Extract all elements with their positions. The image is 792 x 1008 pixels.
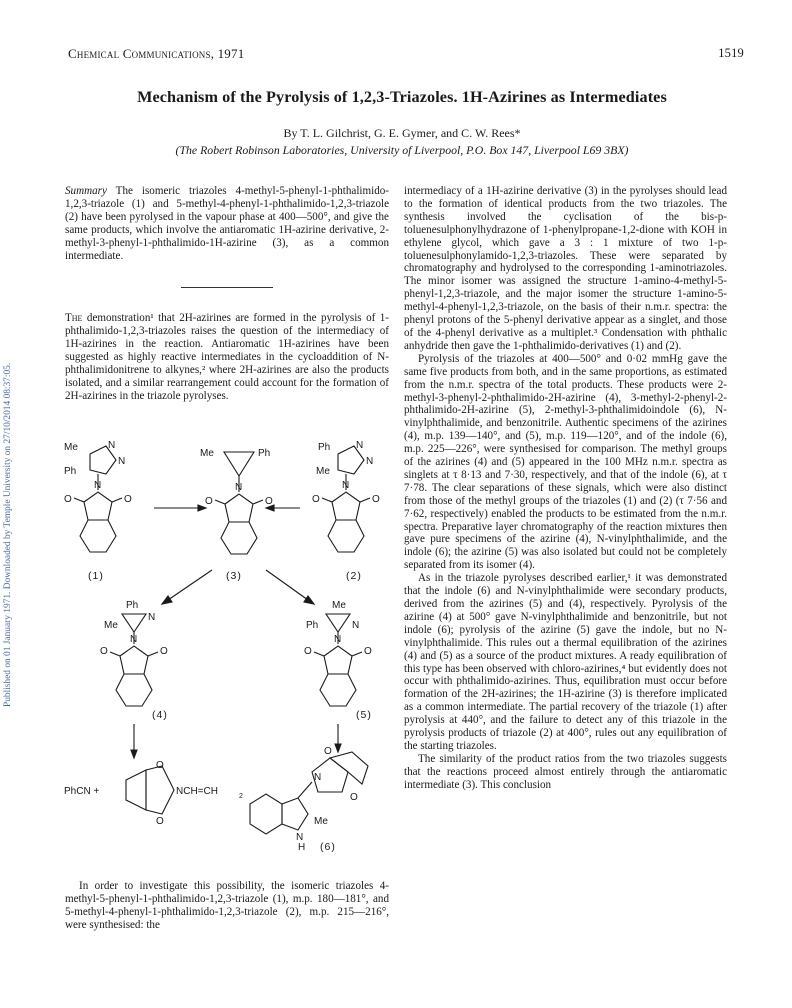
o-label-4a: O	[100, 646, 108, 657]
compound-label-4: (4)	[152, 709, 168, 721]
right-paragraph-3: As in the triazole pyrolyses described earlier,¹ it was demonstrated that the indole (6) and N-vinylphthalimide were secondary products, derived from the azirines (5) and (4), respectively. Pyrolysis of the azirine (4) at 500° gave N-vinylphthalimide and benzonitrile, but not indole (6); pyrolysis of the azirine (5) gave the indole, but no N-vinylphthalimide. This rules out a thermal equilibration of the azirines (4) and (5) as a source of the product mixtures. A ready equilibration of this type has been observed with chloro-azirines,⁴ but evidently does not occur with phthalimido-azirines. Thus, equilibration must occur before formation of the 2H-azirines; the 1H-azirine (3) is therefore implicated as a common intermediate. The partial recovery of the triazole (1) after pyrolysis at 440°, and the failure to detect any of this triazole in the pyrolysis products of triazole (2) at 400°, rules out any equilibration of the starting triazoles.	[404, 572, 727, 752]
n-label-3: N	[235, 482, 243, 493]
n-label-2a: N	[356, 440, 364, 451]
imide-ring-2	[332, 492, 360, 520]
benzene-ring-1	[80, 520, 116, 552]
intro-opening: The	[65, 312, 83, 325]
n-label-1b: N	[118, 456, 126, 467]
summary-lead: Summary	[65, 185, 107, 197]
n-label-4a: N	[148, 612, 156, 623]
me-label-6: Me	[314, 816, 328, 827]
azirine-ring-4	[122, 614, 146, 632]
n-label-4b: N	[130, 634, 138, 645]
n-label-2c: N	[342, 480, 350, 491]
n-label-1c: N	[94, 480, 102, 491]
n-label-1a: N	[108, 440, 116, 451]
vinyl-label: NCH=CH	[176, 786, 218, 797]
page-number: 1519	[718, 46, 744, 60]
compound-label-6: (6)	[320, 841, 336, 852]
benzene-ring-vinyl	[126, 770, 146, 810]
n-label-5a: N	[352, 620, 360, 631]
bottom-left-text: In order to investigate this possibility, the isomeric triazoles 4-methyl-5-phenyl-1-phthalimido-1,2,3-triazole (1), m.p. 180—181°, and 5-methyl-4-phenyl-1-phthalimido-1,2,3-triazole (2), m.p. 215—216°, were synthesised: the	[65, 880, 389, 931]
author-line: By T. L. Gilchrist, G. E. Gymer, and C. W. Rees*	[283, 126, 521, 140]
o-label-6b: O	[350, 792, 358, 803]
left-column	[65, 185, 389, 403]
benzene-ring-2	[328, 520, 364, 552]
o-label-vinyl-a: O	[156, 760, 164, 771]
n-label-5b: N	[334, 634, 342, 645]
azirine-ring-5	[326, 614, 350, 632]
benzene-ring-6	[330, 752, 368, 784]
me-label-5: Me	[332, 600, 346, 611]
reaction-scheme	[62, 432, 392, 852]
summary-paragraph	[65, 185, 389, 262]
phcn-label: PhCN +	[64, 786, 100, 797]
imide-ring-1	[84, 492, 112, 520]
ph-label-1: Ph	[64, 466, 77, 477]
indole-benzene-ring	[250, 794, 282, 834]
compound-label-1: (1)	[88, 570, 104, 582]
ph-label-4: Ph	[126, 600, 139, 611]
arrow-3-to-4	[168, 570, 212, 600]
ph-label-5: Ph	[306, 620, 319, 631]
ph-label-3: Ph	[258, 448, 271, 459]
arrow-3-to-5	[266, 570, 308, 600]
imide-ring-4	[120, 646, 148, 674]
benzene-ring-4	[116, 674, 152, 706]
vinyl-subscript: 2	[239, 793, 243, 800]
azirine-ring-3	[224, 452, 254, 476]
indole-pyrrole-ring	[282, 798, 308, 830]
h-label-6: H	[298, 842, 306, 852]
download-watermark: Published on 01 January 1971. Downloaded by Temple University on 27/10/2014 08:37:05.	[3, 362, 13, 708]
n-label-2b: N	[366, 456, 374, 467]
o-label-3b: O	[265, 496, 273, 507]
o-label-5a: O	[304, 646, 312, 657]
compound-label-2: (2)	[346, 570, 362, 582]
o-label-1b: O	[124, 494, 132, 505]
benzene-ring-5	[320, 674, 356, 706]
me-label-2: Me	[316, 466, 330, 477]
intro-text: demonstration¹ that 2H-azirines are formed in the pyrolysis of 1-phthalimido-1,2,3-triazoles raises the question of the intermediacy of 1H-azirines in the reaction. Antiaromatic 1H-azirines have been suggested as highly reactive intermediates in the cycloaddition of N-phthalimidonitrene to alkynes,² where 2H-azirines are also the products isolated, and a similar rearrangement could account for the formation of 2H-azirines in the triazole pyrolyses.	[65, 312, 389, 402]
o-label-6a: O	[324, 746, 332, 757]
o-label-2b: O	[372, 494, 380, 505]
benzene-ring-3	[221, 522, 257, 554]
affiliation-line: (The Robert Robinson Laboratories, University of Liverpool, P.O. Box 147, Liverpool L69 3BX)	[175, 143, 629, 157]
me-label-4: Me	[104, 620, 118, 631]
article-title: Mechanism of the Pyrolysis of 1,2,3-Triazoles. 1H-Azirines as Intermediates	[137, 88, 667, 106]
reaction-scheme-svg	[62, 432, 392, 852]
right-paragraph-2: Pyrolysis of the triazoles at 400—500° and 0·02 mmHg gave the same five products from both, and in the same proportions, as estimated from the n.m.r. spectra of the total products. These products were 2-methyl-3-phenyl-2-phthalimido-2H-azirine (4), 3-methyl-2-phenyl-2-phthalimido-2H-azirine (5), 2-methyl-3-phthalimidoindole (6), N-vinylphthalimide, and benzonitrile. Authentic specimens of the azirines (4), m.p. 139—140°, and (5), m.p. 119—120°, and of the indole (6), m.p. 225—226°, were synthesised for comparison. The methyl groups of the azirines (4) and (5) appeared in the 100 MHz n.m.r. spectra as singlets at τ 8·13 and 7·30, respectively, and that of the indole (6), at τ 7·78. The clear separations of these signals, which were also distinct from those of the methyl groups of the triazoles (1) and (2) (τ 7·56 and 7·62, respectively) enabled the products to be estimated from the n.m.r. spectra. Preparative layer chromatography of the reaction mixtures then gave pure specimens of the azirine (4), N-vinylphthalimide, and the indole (6); the azirine (5) was also isolated but could not be completely separated from its isomer (4).	[404, 352, 727, 572]
summary-text: The isomeric triazoles 4-methyl-5-phenyl-1-phthalimido-1,2,3-triazole (1) and 5-methyl-4-phenyl-1-phthalimido-1,2,3-triazole (2) have been pyrolysed in the vapour phase at 400—500°, and give the same products, which involve the antiaromatic 1H-azirine derivative, 2-methyl-3-phenyl-1-phthalimido-1H-azirine (3), as a common intermediate.	[65, 185, 389, 262]
journal-name: Chemical Communications, 1971	[68, 46, 245, 61]
imide-ring-5	[324, 646, 352, 674]
ph-label-2: Ph	[318, 442, 331, 453]
right-column	[404, 185, 727, 792]
compound-label-5: (5)	[356, 709, 372, 721]
intro-paragraph	[65, 312, 389, 402]
o-label-5b: O	[364, 646, 372, 657]
o-label-3a: O	[205, 496, 213, 507]
bottom-left-paragraph	[65, 880, 389, 932]
o-label-2a: O	[312, 494, 320, 505]
running-header	[60, 46, 744, 62]
me-label-3: Me	[200, 448, 214, 459]
n-label-6b: N	[314, 772, 322, 783]
section-divider	[181, 287, 273, 288]
o-label-vinyl-b: O	[156, 816, 164, 827]
me-label-1: Me	[64, 442, 78, 453]
o-label-1a: O	[64, 494, 72, 505]
imide-ring-vinyl	[146, 766, 174, 814]
imide-ring-3	[225, 494, 253, 522]
right-paragraph-4: The similarity of the product ratios from the two triazoles suggests that the reactions proceed almost entirely through the antiaromatic intermediate (3). This conclusion	[404, 752, 727, 791]
right-paragraph-1: intermediacy of a 1H-azirine derivative (3) in the pyrolyses should lead to the formation of identical products from the two triazoles. The synthesis involved the cyclisation of the bis-p-toluenesulphonylhydrazone of 1-phenylpropane-1,2-dione with KOH in ethylene glycol, which gave a 3 : 1 mixture of two 1-p-toluenesulphonylamido-1,2,3-triazoles. These were separated by chromatography and hydrolysed to the corresponding 1-aminotriazoles. The minor isomer was assigned the structure 1-amino-4-methyl-5-phenyl-1,2,3-triazole, and the major isomer the structure 1-amino-5-methyl-4-phenyl-1,2,3-triazole, on the basis of their n.m.r. spectra: the phenyl protons of the 5-phenyl derivative appear as a singlet, and those of the 4-phenyl derivative as a multiplet.³ Condensation with phthalic anhydride then gave the 1-phthalimido-derivatives (1) and (2).	[404, 185, 727, 352]
n-label-6a: N	[296, 832, 304, 843]
o-label-4b: O	[160, 646, 168, 657]
compound-label-3: (3)	[226, 570, 242, 582]
